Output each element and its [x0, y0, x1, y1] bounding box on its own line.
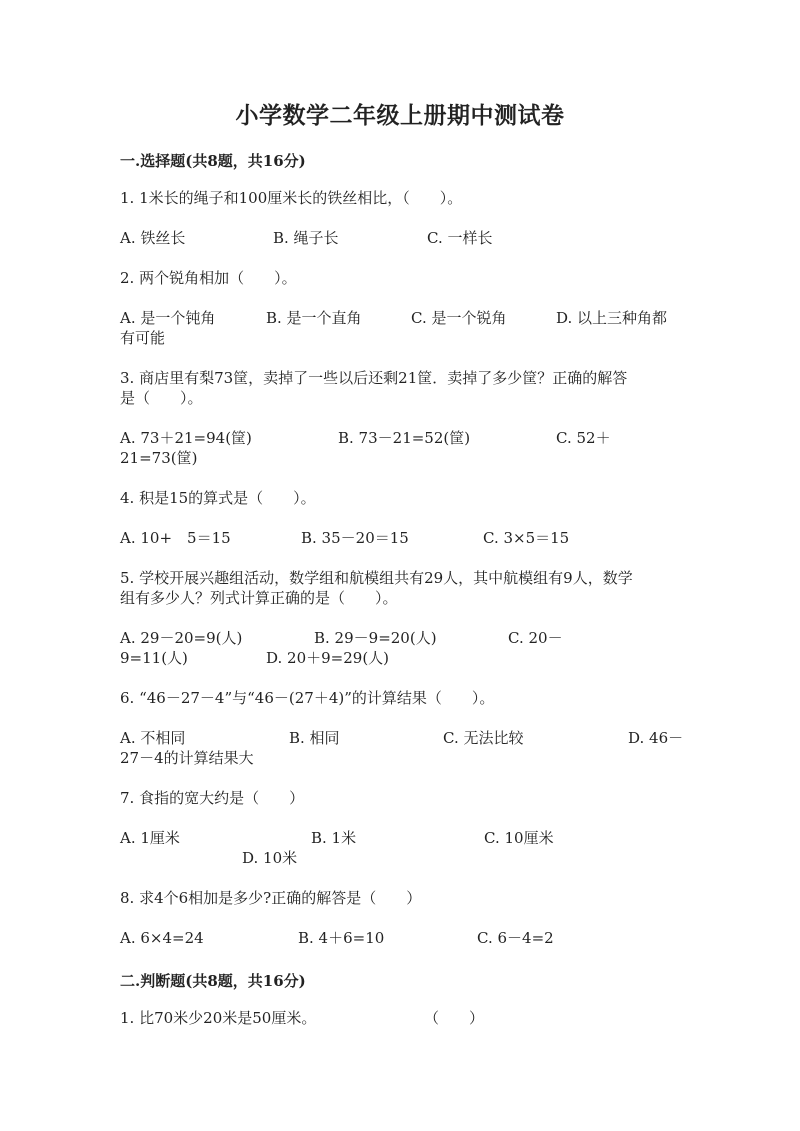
question-2-option-a: A. 是一个钝角 — [120, 309, 216, 327]
question-3-option-a: A. 73＋21=94(筐) — [120, 429, 252, 447]
question-3-option-c: C. 52＋ — [556, 429, 611, 447]
question-3-option-b: B. 73－21=52(筐) — [338, 429, 471, 447]
question-3-stem-line1: 3. 商店里有梨73筐，卖掉了一些以后还剩21筐．卖掉了多少筐？正确的解答 — [120, 369, 628, 387]
question-4-option-a: A. 10+ 5＝15 — [120, 529, 231, 547]
question-2-stem: 2. 两个锐角相加（ ）。 — [120, 269, 297, 287]
question-2-option-c: C. 是一个锐角 — [411, 309, 507, 327]
question-7-option-b: B. 1米 — [311, 829, 357, 847]
question-3-stem-line2: 是（ ）。 — [120, 389, 203, 407]
question-6-option-a: A. 不相同 — [120, 729, 186, 747]
question-1-option-a: A. 铁丝长 — [120, 229, 186, 247]
question-2-option-d-cont: 有可能 — [120, 329, 166, 347]
question-7-stem: 7. 食指的宽大约是（ ） — [120, 789, 305, 807]
question-5-option-d: D. 20＋9=29(人) — [266, 649, 390, 667]
judgement-1-stem: 1. 比70米少20米是50厘米。 — [120, 1009, 317, 1027]
question-5-option-c: C. 20－ — [508, 629, 563, 647]
question-8-option-c: C. 6－4=2 — [477, 929, 554, 947]
question-1-option-b: B. 绳子长 — [273, 229, 339, 247]
page-title: 小学数学二年级上册期中测试卷 — [235, 102, 565, 129]
judgement-1-blank: （ ） — [424, 1009, 485, 1027]
question-6-option-b: B. 相同 — [289, 729, 340, 747]
question-5-option-a: A. 29－20=9(人) — [120, 629, 243, 647]
question-2-option-b: B. 是一个直角 — [266, 309, 362, 327]
question-7-option-a: A. 1厘米 — [120, 829, 180, 847]
section-heading-judgement: 二.判断题(共8题，共16分) — [120, 972, 306, 990]
question-1-stem: 1. 1米长的绳子和100厘米长的铁丝相比，（ ）。 — [120, 189, 463, 207]
question-8-option-b: B. 4＋6=10 — [298, 929, 385, 947]
question-5-stem-line1: 5. 学校开展兴趣组活动，数学组和航模组共有29人，其中航模组有9人，数学 — [120, 569, 633, 587]
question-5-option-c-cont: 9=11(人) — [120, 649, 188, 667]
question-6-option-d-cont: 27－4的计算结果大 — [120, 749, 254, 767]
question-6-stem: 6. “46－27－4”与“46－(27＋4)”的计算结果（ ）。 — [120, 689, 495, 707]
section-heading-choice: 一.选择题(共8题，共16分) — [120, 152, 306, 170]
question-8-stem: 8. 求4个6相加是多少?正确的解答是（ ） — [120, 889, 422, 907]
question-5-stem-line2: 组有多少人？列式计算正确的是（ ）。 — [120, 589, 398, 607]
question-6-option-c: C. 无法比较 — [443, 729, 524, 747]
question-6-option-d: D. 46－ — [628, 729, 684, 747]
question-8-option-a: A. 6×4=24 — [120, 929, 204, 947]
question-7-option-c: C. 10厘米 — [484, 829, 554, 847]
question-4-option-c: C. 3×5＝15 — [483, 529, 570, 547]
question-2-option-d: D. 以上三种角都 — [556, 309, 668, 327]
question-7-option-d: D. 10米 — [242, 849, 298, 867]
question-3-option-c-cont: 21=73(筐) — [120, 449, 198, 467]
question-5-option-b: B. 29－9=20(人) — [314, 629, 437, 647]
question-4-option-b: B. 35－20＝15 — [301, 529, 409, 547]
question-1-option-c: C. 一样长 — [427, 229, 493, 247]
question-4-stem: 4. 积是15的算式是（ ）。 — [120, 489, 316, 507]
